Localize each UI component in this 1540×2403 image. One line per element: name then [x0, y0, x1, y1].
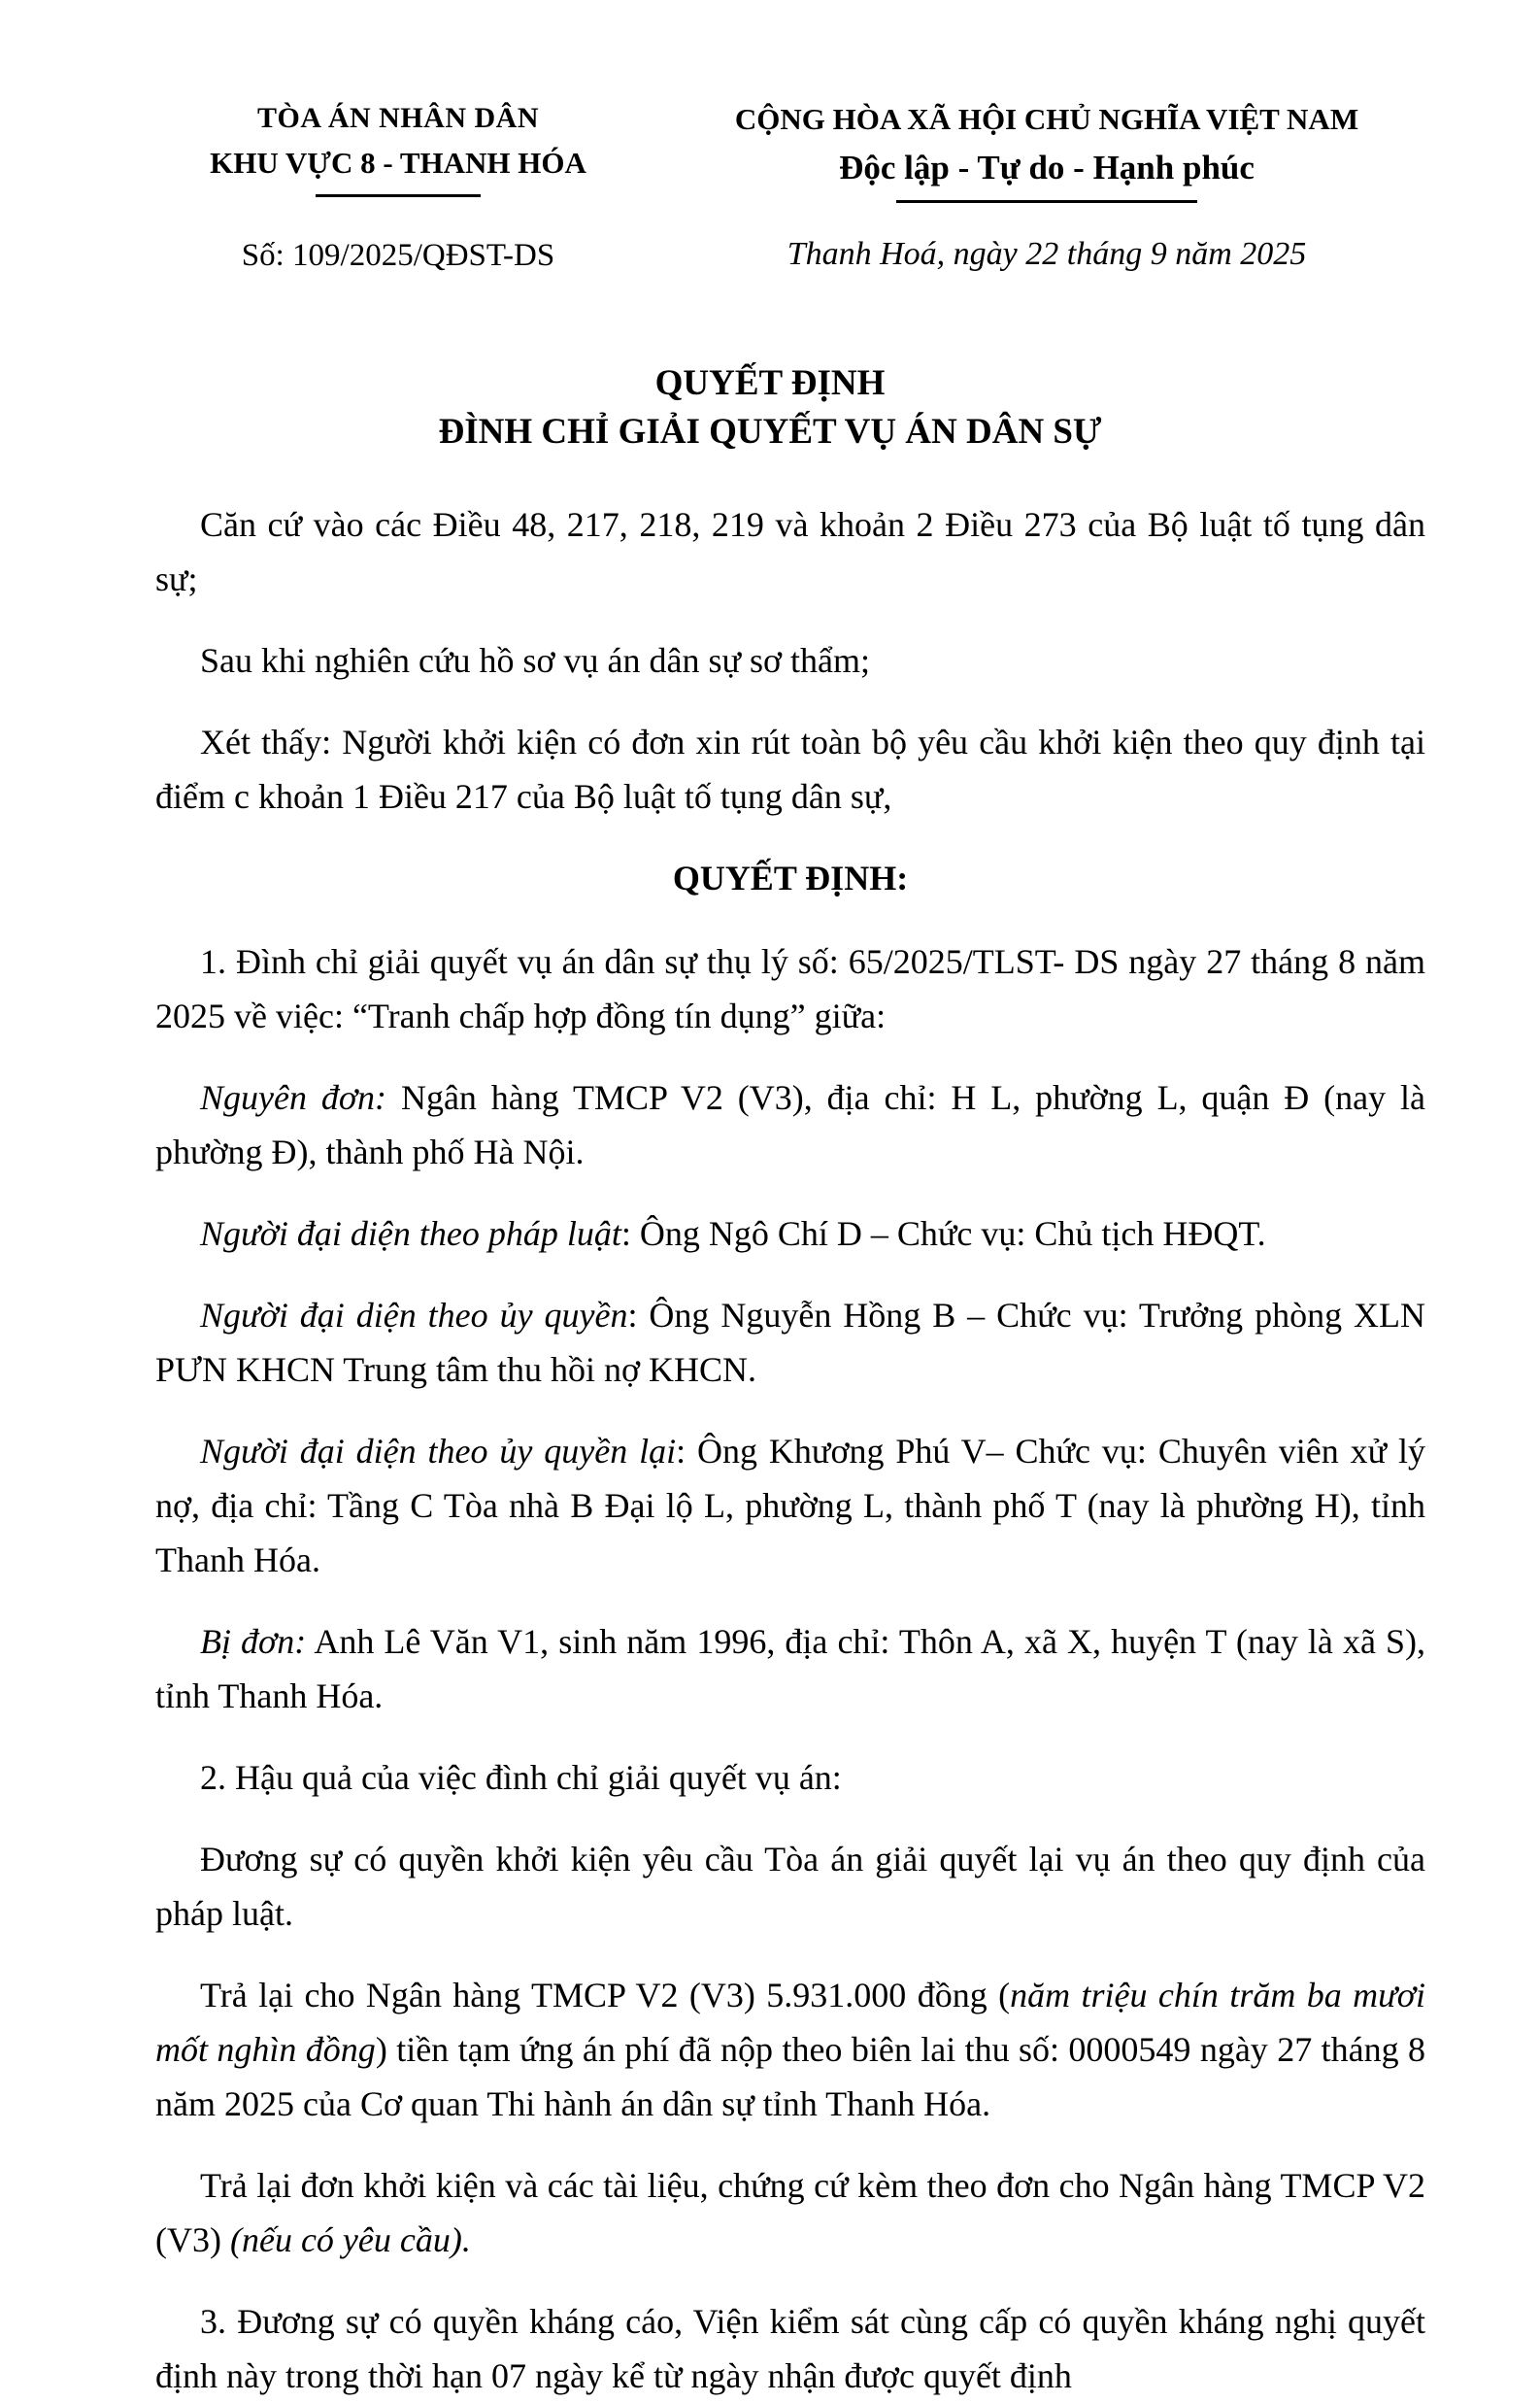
consequence-text: Đương sự có quyền khởi kiện yêu cầu Tòa án giải quyết lại vụ án theo quy định của pháp luật.	[155, 1840, 1425, 1933]
defendant-label: Bị đơn:	[200, 1622, 307, 1661]
paragraph-item2	[155, 1750, 1425, 1805]
document-title-line1: QUYẾT ĐỊNH	[654, 363, 886, 403]
item1-text: 1. Đình chỉ giải quyết vụ án dân sự thụ lý số: 65/2025/TLST- DS ngày 27 tháng 8 năm 2025 về việc: “Tranh chấp hợp đồng tín dụng” giữa:	[155, 942, 1425, 1035]
sub-authorized-representative-label: Người đại diện theo ủy quyền lại	[200, 1432, 677, 1471]
court-region: KHU VỰC 8 - THANH HÓA	[210, 146, 586, 180]
paragraph-legal-representative	[155, 1206, 1425, 1261]
legal-representative-text: : Ông Ngô Chí D – Chức vụ: Chủ tịch HĐQT.	[620, 1214, 1266, 1253]
national-motto-line2: Độc lập - Tự do - Hạnh phúc	[839, 149, 1255, 186]
paragraph-after-review	[155, 633, 1425, 688]
paragraph-item3	[155, 2294, 1425, 2403]
legal-representative-label: Người đại diện theo pháp luật	[200, 1214, 621, 1253]
court-header-block	[155, 97, 641, 274]
paragraph-finding	[155, 715, 1425, 824]
plaintiff-label: Nguyên đơn:	[200, 1078, 387, 1117]
refund-text-part1: Trả lại cho Ngân hàng TMCP V2 (V3) 5.931.000 đồng (	[200, 1976, 1011, 2014]
document-title	[0, 359, 1540, 457]
national-header-block	[641, 97, 1453, 274]
paragraph-item1	[155, 934, 1425, 1043]
item2-text: 2. Hậu quả của việc đình chỉ giải quyết vụ án:	[200, 1758, 842, 1797]
document-body	[155, 497, 1425, 2403]
paragraph-refund	[155, 1968, 1425, 2131]
authorized-representative-label: Người đại diện theo ủy quyền	[200, 1296, 628, 1335]
return-petition-note: (nếu có yêu cầu).	[229, 2220, 471, 2259]
national-motto-line1: CỘNG HÒA XÃ HỘI CHỦ NGHĨA VIỆT NAM	[734, 102, 1359, 136]
plaintiff-text: Ngân hàng TMCP V2 (V3), địa chỉ: H L, phường L, quận Đ (nay là phường Đ), thành phố Hà Nội.	[155, 1078, 1425, 1171]
paragraph-consequence	[155, 1832, 1425, 1941]
paragraph-authorized-representative	[155, 1288, 1425, 1397]
document-header	[0, 0, 1540, 274]
refund-amount-in-words: năm triệu chín trăm ba mươi mốt nghìn đồng	[155, 1976, 1426, 2069]
item3-text: 3. Đương sự có quyền kháng cáo, Viện kiểm sát cùng cấp có quyền kháng nghị quyết định này trong thời hạn 07 ngày kể từ ngày nhận được quyết định	[155, 2302, 1425, 2395]
legal-basis-text: Căn cứ vào các Điều 48, 217, 218, 219 và khoản 2 Điều 273 của Bộ luật tố tụng dân sự;	[155, 505, 1425, 598]
after-review-text: Sau khi nghiên cứu hồ sơ vụ án dân sự sơ thẩm;	[200, 641, 871, 680]
dateline: Thanh Hoá, ngày 22 tháng 9 năm 2025	[787, 236, 1307, 272]
authorized-representative-text: : Ông Nguyễn Hồng B – Chức vụ: Trưởng phòng XLN PƯN KHCN Trung tâm thu hồi nợ KHCN.	[155, 1296, 1425, 1389]
paragraph-legal-basis	[155, 497, 1425, 606]
finding-text: Xét thấy: Người khởi kiện có đơn xin rút toàn bộ yêu cầu khởi kiện theo quy định tại điểm c khoản 1 Điều 217 của Bộ luật tố tụng dân sự,	[155, 723, 1425, 816]
defendant-text: Anh Lê Văn V1, sinh năm 1996, địa chỉ: Thôn A, xã X, huyện T (nay là xã S), tỉnh Thanh Hóa.	[155, 1622, 1425, 1715]
case-number: Số: 109/2025/QĐST-DS	[241, 238, 555, 273]
court-header-rule	[316, 194, 481, 197]
paragraph-sub-authorized-representative	[155, 1424, 1425, 1587]
sub-authorized-representative-text: : Ông Khương Phú V– Chức vụ: Chuyên viên xử lý nợ, địa chỉ: Tầng C Tòa nhà B Đại lộ L, phường L, thành phố T (nay là phường H), tỉnh Thanh Hóa.	[155, 1432, 1425, 1579]
paragraph-defendant	[155, 1614, 1425, 1723]
refund-text-part2: ) tiền tạm ứng án phí đã nộp theo biên lai thu số: 0000549 ngày 27 tháng 8 năm 2025 của Cơ quan Thi hành án dân sự tỉnh Thanh Hóa.	[155, 2030, 1425, 2123]
national-header-rule	[896, 200, 1197, 203]
court-name: TÒA ÁN NHÂN DÂN	[256, 102, 539, 134]
decision-section-heading: QUYẾT ĐỊNH:	[672, 859, 909, 897]
paragraph-return-petition	[155, 2158, 1425, 2267]
return-petition-text: Trả lại đơn khởi kiện và các tài liệu, chứng cứ kèm theo đơn cho Ngân hàng TMCP V2 (V3)	[155, 2166, 1425, 2259]
document-title-line2: ĐÌNH CHỈ GIẢI QUYẾT VỤ ÁN DÂN SỰ	[438, 412, 1102, 452]
paragraph-plaintiff	[155, 1070, 1425, 1179]
